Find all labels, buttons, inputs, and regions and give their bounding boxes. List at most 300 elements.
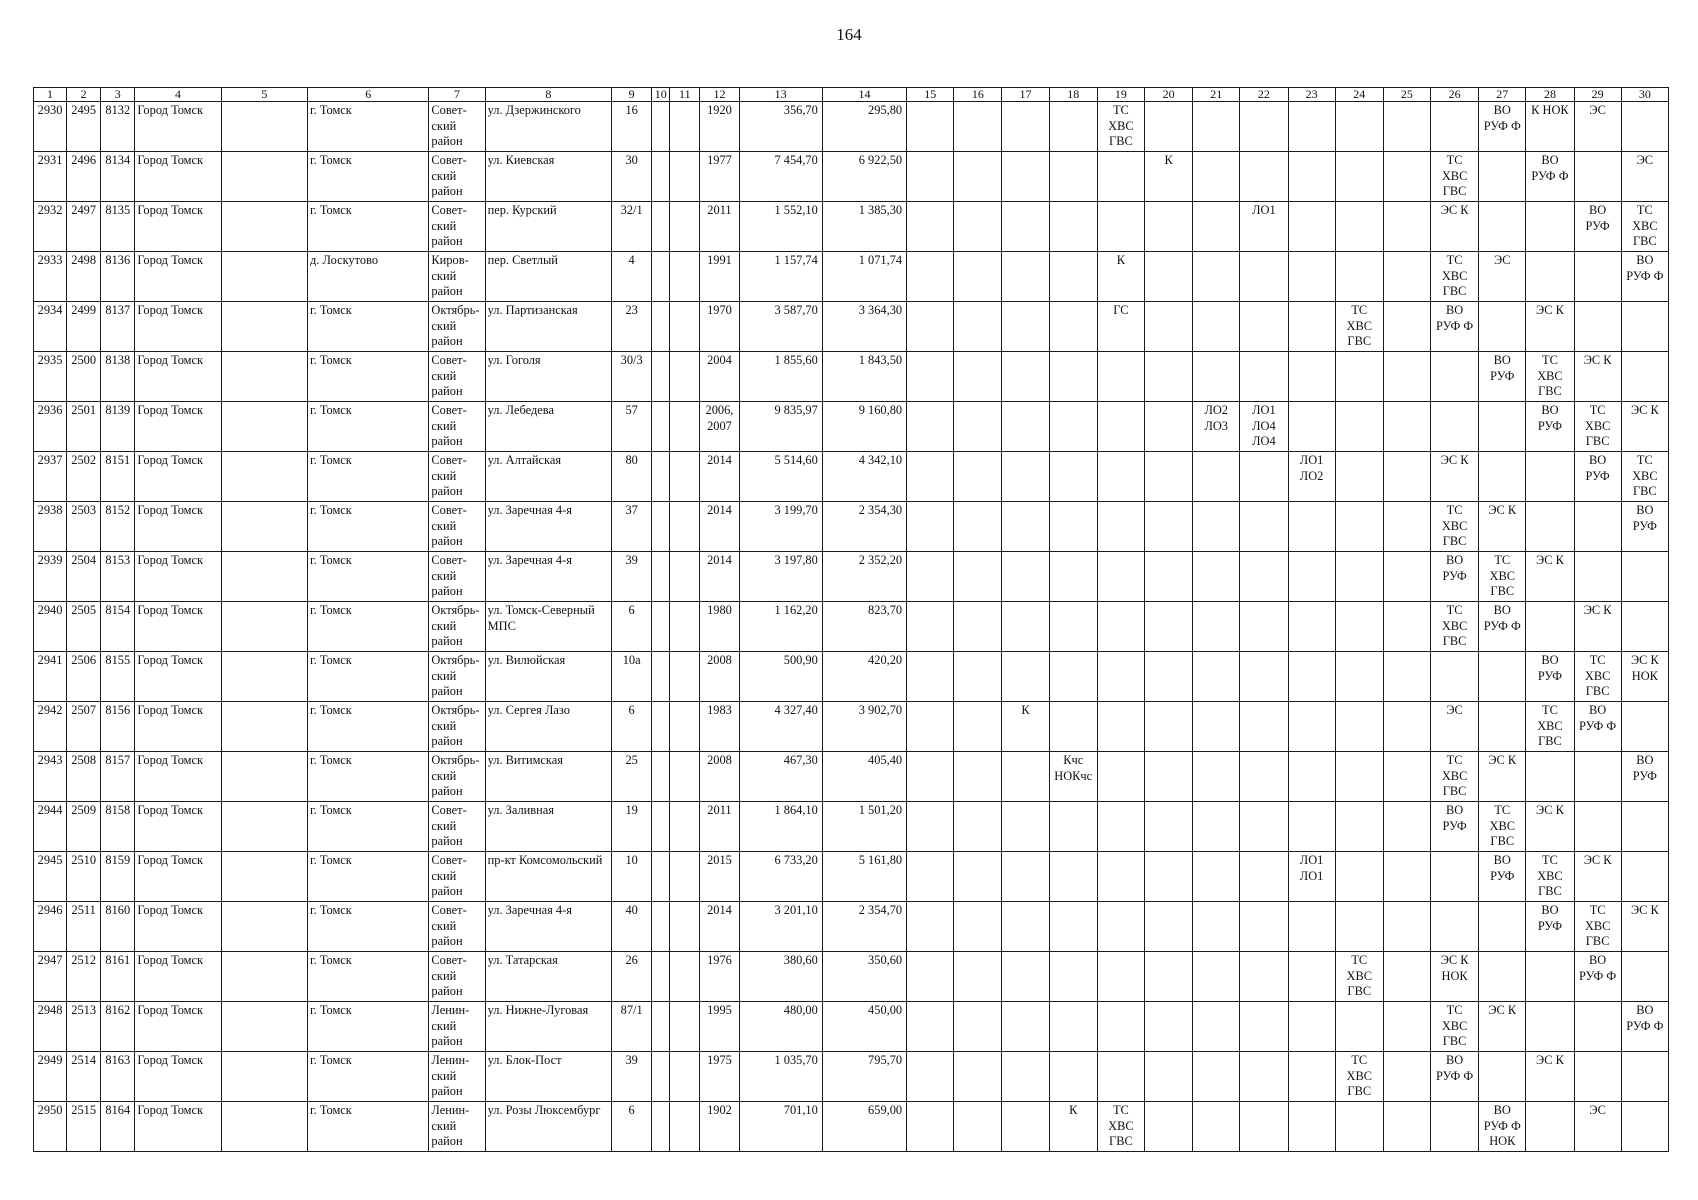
table-cell-col-15 (907, 902, 954, 952)
table-cell-col-27 (1479, 952, 1526, 1002)
table-cell-col-14: 2 354,70 (822, 902, 906, 952)
table-cell-col-13: 3 199,70 (739, 502, 822, 552)
table-cell-col-30 (1621, 352, 1668, 402)
table-cell-col-14: 823,70 (822, 602, 906, 652)
table-cell-col-27 (1479, 902, 1526, 952)
table-cell-col-23 (1288, 752, 1335, 802)
table-cell-col-18 (1049, 802, 1097, 852)
table-cell-col-15 (907, 452, 954, 502)
column-header-5: 5 (221, 88, 307, 102)
table-cell-col-2: 2500 (67, 352, 101, 402)
table-cell-col-23 (1288, 1052, 1335, 1102)
table-cell-col-8: ул. Вилюйская (485, 652, 611, 702)
table-cell-col-26: ТС ХВС ГВС (1431, 1002, 1479, 1052)
table-cell-col-2: 2505 (67, 602, 101, 652)
table-cell-col-24: ТС ХВС ГВС (1335, 952, 1383, 1002)
table-cell-col-20 (1144, 602, 1192, 652)
table-cell-col-26: ТС ХВС ГВС (1431, 752, 1479, 802)
table-cell-col-24 (1335, 902, 1383, 952)
column-header-25: 25 (1383, 88, 1430, 102)
table-cell-col-14: 350,60 (822, 952, 906, 1002)
table-cell-col-19 (1097, 552, 1144, 602)
table-cell-col-5 (221, 352, 307, 402)
table-cell-col-19 (1097, 502, 1144, 552)
table-cell-col-12: 2011 (700, 802, 739, 852)
table-cell-col-3: 8135 (101, 202, 135, 252)
table-row (34, 102, 1669, 152)
table-cell-col-11 (670, 702, 700, 752)
column-header-11: 11 (670, 88, 700, 102)
table-cell-col-5 (221, 402, 307, 452)
table-cell-col-25 (1383, 652, 1430, 702)
table-cell-col-16 (954, 402, 1002, 452)
table-cell-col-15 (907, 802, 954, 852)
table-cell-col-8: ул. Заливная (485, 802, 611, 852)
table-cell-col-7: Ленин- ский район (429, 1052, 485, 1102)
table-cell-col-20 (1144, 852, 1192, 902)
table-cell-col-28 (1526, 502, 1574, 552)
table-cell-col-11 (670, 952, 700, 1002)
table-cell-col-13: 6 733,20 (739, 852, 822, 902)
table-cell-col-23 (1288, 502, 1335, 552)
table-cell-col-23 (1288, 952, 1335, 1002)
table-cell-col-16 (954, 1102, 1002, 1152)
table-cell-col-20 (1144, 902, 1192, 952)
table-cell-col-3: 8139 (101, 402, 135, 452)
table-cell-col-26: ЭС К НОК (1431, 952, 1479, 1002)
table-cell-col-19: ГС (1097, 302, 1144, 352)
table-cell-col-17 (1002, 502, 1049, 552)
table-cell-col-25 (1383, 252, 1430, 302)
table-cell-col-5 (221, 1102, 307, 1152)
table-cell-col-4: Город Томск (135, 602, 221, 652)
table-body (34, 102, 1669, 1152)
table-cell-col-25 (1383, 602, 1430, 652)
column-header-13: 13 (739, 88, 822, 102)
table-cell-col-11 (670, 1052, 700, 1102)
table-cell-col-7: Совет- ский район (429, 802, 485, 852)
table-cell-col-3: 8151 (101, 452, 135, 502)
table-cell-col-12: 2014 (700, 552, 739, 602)
table-cell-col-21 (1193, 502, 1240, 552)
table-cell-col-19 (1097, 852, 1144, 902)
table-cell-col-30: ЭС (1621, 152, 1668, 202)
table-cell-col-16 (954, 952, 1002, 1002)
table-cell-col-3: 8137 (101, 302, 135, 352)
table-cell-col-1: 2950 (34, 1102, 67, 1152)
table-cell-col-29: ЭС К (1574, 602, 1621, 652)
table-cell-col-21: ЛО2 ЛО3 (1193, 402, 1240, 452)
table-cell-col-26: ВО РУФ Ф (1431, 1052, 1479, 1102)
table-cell-col-18 (1049, 1052, 1097, 1102)
table-cell-col-8: ул. Нижне-Луговая (485, 1002, 611, 1052)
table-cell-col-29 (1574, 252, 1621, 302)
column-header-4: 4 (135, 88, 221, 102)
column-header-28: 28 (1526, 88, 1574, 102)
table-cell-col-10 (652, 652, 670, 702)
table-cell-col-11 (670, 552, 700, 602)
table-cell-col-16 (954, 902, 1002, 952)
table-cell-col-23: ЛО1 ЛО2 (1288, 452, 1335, 502)
table-cell-col-14: 6 922,50 (822, 152, 906, 202)
table-cell-col-8: ул. Алтайская (485, 452, 611, 502)
table-cell-col-21 (1193, 202, 1240, 252)
table-row (34, 502, 1669, 552)
table-cell-col-17 (1002, 252, 1049, 302)
table-cell-col-7: Совет- ский район (429, 552, 485, 602)
table-cell-col-16 (954, 1052, 1002, 1102)
table-cell-col-13: 4 327,40 (739, 702, 822, 752)
column-header-24: 24 (1335, 88, 1383, 102)
table-cell-col-20 (1144, 402, 1192, 452)
table-cell-col-17: К (1002, 702, 1049, 752)
table-cell-col-18 (1049, 652, 1097, 702)
table-cell-col-9: 6 (612, 602, 652, 652)
table-row (34, 602, 1669, 652)
table-cell-col-1: 2934 (34, 302, 67, 352)
table-cell-col-10 (652, 752, 670, 802)
table-cell-col-10 (652, 202, 670, 252)
table-cell-col-28 (1526, 752, 1574, 802)
table-cell-col-21 (1193, 302, 1240, 352)
table-cell-col-7: Совет- ский район (429, 502, 485, 552)
table-cell-col-9: 10а (612, 652, 652, 702)
table-cell-col-12: 1975 (700, 1052, 739, 1102)
table-cell-col-16 (954, 452, 1002, 502)
table-cell-col-13: 1 855,60 (739, 352, 822, 402)
table-cell-col-10 (652, 502, 670, 552)
table-cell-col-8: ул. Партизанская (485, 302, 611, 352)
table-cell-col-6: г. Томск (307, 1002, 428, 1052)
table-cell-col-2: 2509 (67, 802, 101, 852)
table-cell-col-9: 16 (612, 102, 652, 152)
table-cell-col-4: Город Томск (135, 1002, 221, 1052)
table-cell-col-7: Октябрь- ский район (429, 602, 485, 652)
table-cell-col-4: Город Томск (135, 352, 221, 402)
table-cell-col-8: ул. Киевская (485, 152, 611, 202)
table-cell-col-10 (652, 702, 670, 752)
table-row (34, 1002, 1669, 1052)
table-cell-col-21 (1193, 552, 1240, 602)
table-row (34, 402, 1669, 452)
table-cell-col-28: ВО РУФ (1526, 402, 1574, 452)
table-cell-col-14: 795,70 (822, 1052, 906, 1102)
table-cell-col-13: 1 552,10 (739, 202, 822, 252)
table-cell-col-13: 9 835,97 (739, 402, 822, 452)
table-cell-col-15 (907, 152, 954, 202)
table-cell-col-27: ТС ХВС ГВС (1479, 552, 1526, 602)
table-cell-col-1: 2947 (34, 952, 67, 1002)
table-cell-col-22 (1240, 102, 1288, 152)
table-cell-col-14: 295,80 (822, 102, 906, 152)
table-cell-col-14: 659,00 (822, 1102, 906, 1152)
table-cell-col-27: ЭС К (1479, 752, 1526, 802)
table-cell-col-15 (907, 1002, 954, 1052)
table-cell-col-29: ТС ХВС ГВС (1574, 402, 1621, 452)
table-cell-col-27 (1479, 1052, 1526, 1102)
table-cell-col-30: ВО РУФ (1621, 752, 1668, 802)
table-cell-col-10 (652, 1002, 670, 1052)
table-cell-col-1: 2939 (34, 552, 67, 602)
table-cell-col-19 (1097, 152, 1144, 202)
table-cell-col-9: 19 (612, 802, 652, 852)
table-cell-col-10 (652, 352, 670, 402)
table-cell-col-3: 8162 (101, 1002, 135, 1052)
table-cell-col-11 (670, 1002, 700, 1052)
table-cell-col-8: ул. Заречная 4-я (485, 502, 611, 552)
table-cell-col-22 (1240, 502, 1288, 552)
table-cell-col-29 (1574, 502, 1621, 552)
table-cell-col-22 (1240, 602, 1288, 652)
table-cell-col-19 (1097, 702, 1144, 752)
table-cell-col-28 (1526, 602, 1574, 652)
table-cell-col-29: ЭС (1574, 102, 1621, 152)
table-cell-col-18: К (1049, 1102, 1097, 1152)
table-cell-col-4: Город Томск (135, 802, 221, 852)
table-cell-col-28: ВО РУФ (1526, 902, 1574, 952)
table-cell-col-26 (1431, 652, 1479, 702)
table-cell-col-21 (1193, 1102, 1240, 1152)
table-cell-col-19: ТС ХВС ГВС (1097, 1102, 1144, 1152)
table-cell-col-18 (1049, 502, 1097, 552)
table-cell-col-15 (907, 602, 954, 652)
table-cell-col-16 (954, 152, 1002, 202)
table-cell-col-9: 39 (612, 1052, 652, 1102)
table-cell-col-16 (954, 652, 1002, 702)
table-cell-col-8: ул. Татарская (485, 952, 611, 1002)
table-cell-col-3: 8138 (101, 352, 135, 402)
table-cell-col-24: ТС ХВС ГВС (1335, 1052, 1383, 1102)
table-cell-col-17 (1002, 202, 1049, 252)
table-cell-col-5 (221, 302, 307, 352)
table-cell-col-5 (221, 702, 307, 752)
table-cell-col-28: ЭС К (1526, 1052, 1574, 1102)
table-cell-col-2: 2503 (67, 502, 101, 552)
table-cell-col-7: Октябрь- ский район (429, 702, 485, 752)
table-cell-col-27 (1479, 452, 1526, 502)
table-cell-col-12: 2014 (700, 452, 739, 502)
table-cell-col-26: ВО РУФ (1431, 802, 1479, 852)
column-header-12: 12 (700, 88, 739, 102)
table-cell-col-7: Совет- ский район (429, 152, 485, 202)
table-cell-col-13: 3 197,80 (739, 552, 822, 602)
table-cell-col-15 (907, 702, 954, 752)
table-cell-col-2: 2508 (67, 752, 101, 802)
table-cell-col-25 (1383, 1002, 1430, 1052)
column-header-14: 14 (822, 88, 906, 102)
table-cell-col-22 (1240, 252, 1288, 302)
table-cell-col-22 (1240, 652, 1288, 702)
table-cell-col-7: Совет- ский район (429, 902, 485, 952)
table-row (34, 552, 1669, 602)
table-cell-col-11 (670, 102, 700, 152)
table-cell-col-25 (1383, 802, 1430, 852)
table-cell-col-15 (907, 1102, 954, 1152)
table-cell-col-20: К (1144, 152, 1192, 202)
table-cell-col-23 (1288, 302, 1335, 352)
table-cell-col-3: 8132 (101, 102, 135, 152)
table-cell-col-30: ВО РУФ Ф (1621, 252, 1668, 302)
table-cell-col-15 (907, 352, 954, 402)
table-cell-col-21 (1193, 452, 1240, 502)
table-cell-col-7: Октябрь- ский район (429, 652, 485, 702)
table-cell-col-17 (1002, 302, 1049, 352)
table-cell-col-16 (954, 802, 1002, 852)
table-cell-col-27 (1479, 302, 1526, 352)
table-cell-col-17 (1002, 352, 1049, 402)
table-cell-col-24 (1335, 752, 1383, 802)
table-cell-col-5 (221, 1052, 307, 1102)
table-cell-col-12: 1976 (700, 952, 739, 1002)
table-cell-col-12: 2004 (700, 352, 739, 402)
table-cell-col-17 (1002, 1002, 1049, 1052)
table-cell-col-5 (221, 1002, 307, 1052)
table-row (34, 1102, 1669, 1152)
table-cell-col-9: 87/1 (612, 1002, 652, 1052)
table-cell-col-17 (1002, 402, 1049, 452)
table-cell-col-13: 1 864,10 (739, 802, 822, 852)
table-cell-col-26: ВО РУФ Ф (1431, 302, 1479, 352)
table-cell-col-8: ул. Дзержинского (485, 102, 611, 152)
table-cell-col-10 (652, 102, 670, 152)
table-cell-col-15 (907, 852, 954, 902)
table-cell-col-19 (1097, 802, 1144, 852)
table-cell-col-23 (1288, 252, 1335, 302)
table-cell-col-17 (1002, 852, 1049, 902)
table-cell-col-16 (954, 202, 1002, 252)
table-cell-col-1: 2938 (34, 502, 67, 552)
table-cell-col-8: ул. Лебедева (485, 402, 611, 452)
table-cell-col-23 (1288, 652, 1335, 702)
table-cell-col-10 (652, 152, 670, 202)
table-cell-col-3: 8159 (101, 852, 135, 902)
table-cell-col-18 (1049, 602, 1097, 652)
table-cell-col-17 (1002, 1102, 1049, 1152)
table-cell-col-19 (1097, 352, 1144, 402)
table-cell-col-3: 8136 (101, 252, 135, 302)
table-cell-col-7: Совет- ский район (429, 952, 485, 1002)
table-cell-col-19 (1097, 202, 1144, 252)
table-cell-col-14: 405,40 (822, 752, 906, 802)
table-cell-col-14: 5 161,80 (822, 852, 906, 902)
table-cell-col-8: пер. Курский (485, 202, 611, 252)
table-cell-col-9: 80 (612, 452, 652, 502)
table-row (34, 802, 1669, 852)
table-cell-col-4: Город Томск (135, 1102, 221, 1152)
table-cell-col-4: Город Томск (135, 1052, 221, 1102)
table-cell-col-24 (1335, 702, 1383, 752)
table-cell-col-30 (1621, 552, 1668, 602)
table-cell-col-11 (670, 852, 700, 902)
table-row (34, 352, 1669, 402)
table-cell-col-13: 467,30 (739, 752, 822, 802)
table-cell-col-16 (954, 502, 1002, 552)
table-cell-col-2: 2515 (67, 1102, 101, 1152)
table-cell-col-5 (221, 802, 307, 852)
table-cell-col-25 (1383, 502, 1430, 552)
table-cell-col-14: 1 385,30 (822, 202, 906, 252)
table-cell-col-15 (907, 202, 954, 252)
table-cell-col-20 (1144, 302, 1192, 352)
column-header-18: 18 (1049, 88, 1097, 102)
table-cell-col-3: 8160 (101, 902, 135, 952)
table-cell-col-8: ул. Блок-Пост (485, 1052, 611, 1102)
table-cell-col-30: ЭС К (1621, 902, 1668, 952)
table-cell-col-12: 1920 (700, 102, 739, 152)
table-cell-col-19 (1097, 652, 1144, 702)
table-row (34, 202, 1669, 252)
table-cell-col-22 (1240, 702, 1288, 752)
table-cell-col-26: ТС ХВС ГВС (1431, 252, 1479, 302)
housing-registry-table (33, 87, 1669, 1152)
table-cell-col-15 (907, 252, 954, 302)
table-cell-col-13: 7 454,70 (739, 152, 822, 202)
table-cell-col-6: г. Томск (307, 102, 428, 152)
table-cell-col-24 (1335, 502, 1383, 552)
table-cell-col-25 (1383, 552, 1430, 602)
table-cell-col-21 (1193, 802, 1240, 852)
table-cell-col-17 (1002, 752, 1049, 802)
table-cell-col-9: 39 (612, 552, 652, 602)
table-cell-col-11 (670, 202, 700, 252)
table-cell-col-29 (1574, 802, 1621, 852)
table-cell-col-27: ВО РУФ Ф (1479, 102, 1526, 152)
table-cell-col-19 (1097, 1052, 1144, 1102)
table-cell-col-26: ТС ХВС ГВС (1431, 152, 1479, 202)
table-cell-col-21 (1193, 852, 1240, 902)
table-cell-col-10 (652, 902, 670, 952)
table-cell-col-1: 2942 (34, 702, 67, 752)
table-cell-col-26 (1431, 1102, 1479, 1152)
table-row (34, 902, 1669, 952)
table-cell-col-25 (1383, 1102, 1430, 1152)
table-cell-col-24 (1335, 652, 1383, 702)
table-cell-col-29: ТС ХВС ГВС (1574, 902, 1621, 952)
table-cell-col-25 (1383, 352, 1430, 402)
table-cell-col-2: 2507 (67, 702, 101, 752)
table-cell-col-29: ЭС (1574, 1102, 1621, 1152)
table-cell-col-27 (1479, 652, 1526, 702)
table-cell-col-8: ул. Томск-Северный МПС (485, 602, 611, 652)
table-cell-col-1: 2932 (34, 202, 67, 252)
table-cell-col-4: Город Томск (135, 952, 221, 1002)
table-cell-col-6: г. Томск (307, 752, 428, 802)
table-cell-col-18 (1049, 352, 1097, 402)
table-cell-col-20 (1144, 102, 1192, 152)
table-cell-col-6: г. Томск (307, 502, 428, 552)
table-cell-col-30 (1621, 602, 1668, 652)
table-cell-col-4: Город Томск (135, 102, 221, 152)
table-cell-col-2: 2498 (67, 252, 101, 302)
column-header-26: 26 (1431, 88, 1479, 102)
table-cell-col-6: г. Томск (307, 652, 428, 702)
table-cell-col-19 (1097, 752, 1144, 802)
table-cell-col-25 (1383, 452, 1430, 502)
table-cell-col-12: 1983 (700, 702, 739, 752)
column-header-9: 9 (612, 88, 652, 102)
table-cell-col-26: ЭС К (1431, 452, 1479, 502)
table-row (34, 952, 1669, 1002)
table-cell-col-24 (1335, 252, 1383, 302)
table-cell-col-13: 3 201,10 (739, 902, 822, 952)
table-cell-col-17 (1002, 1052, 1049, 1102)
table-cell-col-25 (1383, 702, 1430, 752)
table-cell-col-23 (1288, 402, 1335, 452)
table-cell-col-20 (1144, 352, 1192, 402)
table-row (34, 302, 1669, 352)
table-cell-col-12: 2008 (700, 652, 739, 702)
table-cell-col-13: 480,00 (739, 1002, 822, 1052)
